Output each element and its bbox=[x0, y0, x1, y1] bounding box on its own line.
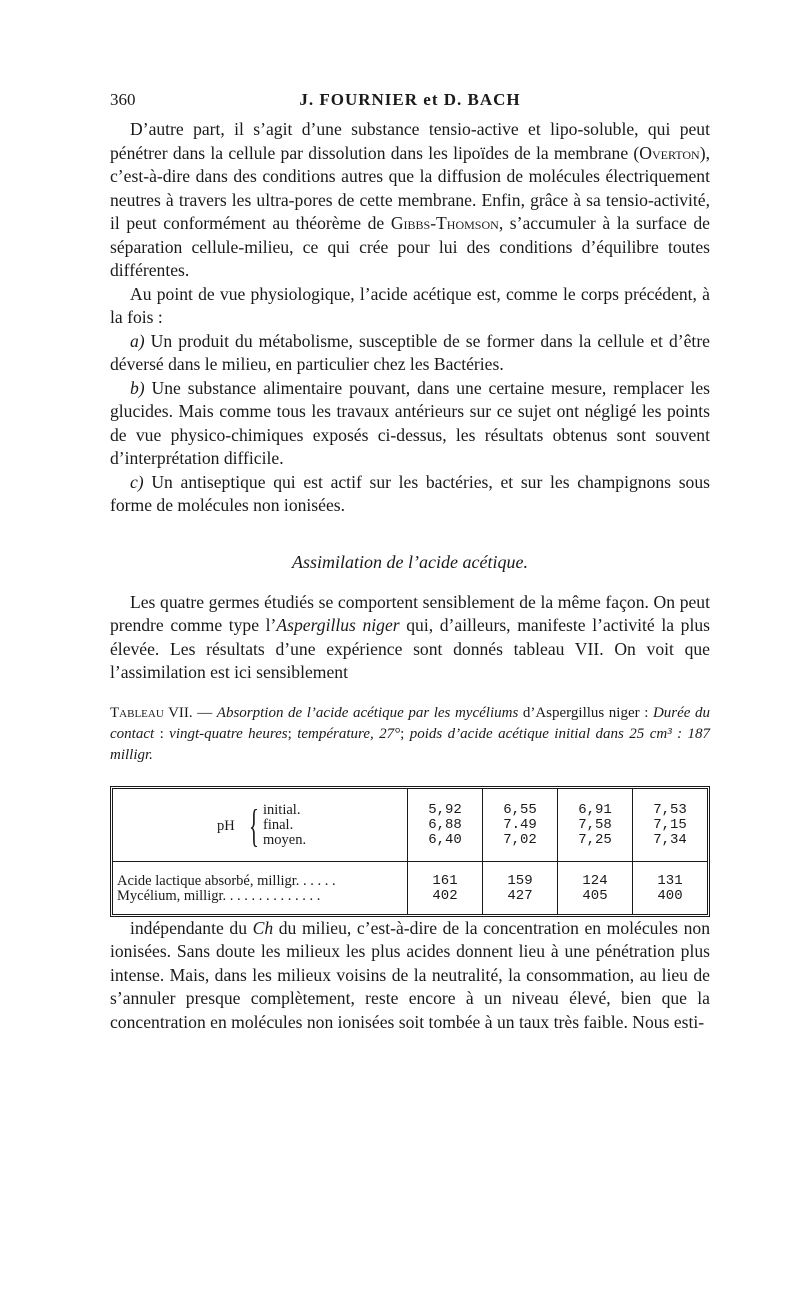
row-labels-cell bbox=[113, 861, 408, 914]
table-cell: 427 bbox=[507, 887, 533, 904]
table-row-group bbox=[113, 861, 707, 914]
paragraph-1 bbox=[110, 118, 710, 283]
text-span: Un produit du métabolisme, susceptible de se former dans la cellule et d’être déversé dans le milieu, en particulier chez les Bactéries. bbox=[110, 330, 710, 374]
table-cell: 7,34 bbox=[653, 831, 687, 848]
table-cell: 6,91 bbox=[578, 801, 612, 818]
table-cell: 7,15 bbox=[653, 816, 687, 833]
page-header bbox=[110, 90, 710, 118]
row-label: Acide lactique absorbé, milligr. . . . . . bbox=[117, 872, 336, 889]
text-span: D’autre part, il s’agit d’une substance tensio-active et lipo-soluble, qui peut pénétrer dans la cellule par dissolution dans les lipoïdes de la membrane ( bbox=[110, 119, 710, 163]
paragraph-6 bbox=[110, 591, 710, 685]
text-span: d’Aspergillus niger : bbox=[518, 704, 653, 721]
table-cell: 402 bbox=[432, 887, 458, 904]
symbol-ch: Ch bbox=[252, 917, 274, 938]
text-span: du milieu, c’est-à-dire de la concentration en molécules non ionisées. Sans doute les milieux les plus acides donnent lieu à une pénétration plus intense. Mais, dans les milieux voisins de la neutralité, la consommation, au lieu de s’annuler presque complètement, reste encore à un niveau élevé, bien que la concentration en molécules non ionisées soit tombée à un taux très faible. Nous esti- bbox=[110, 917, 711, 1032]
species-name: Aspergillus niger bbox=[276, 615, 400, 635]
table-row-ph bbox=[113, 789, 707, 862]
table-cell: 5,92 bbox=[428, 801, 462, 818]
section-title: Assimilation de l’acide acétique. bbox=[292, 551, 528, 572]
page-number: 360 bbox=[110, 90, 136, 109]
text-span: vingt-quatre heures bbox=[169, 725, 288, 742]
list-marker: b) bbox=[130, 377, 145, 398]
text-span: indépendante du bbox=[130, 917, 253, 938]
table-caption bbox=[110, 703, 710, 766]
table-cell: 7.49 bbox=[503, 816, 537, 833]
table-cell: 400 bbox=[657, 887, 683, 904]
ph-row-label: initial. bbox=[263, 801, 301, 818]
ph-values-col-4 bbox=[633, 789, 708, 862]
ph-row-label: final. bbox=[263, 816, 294, 833]
data-table bbox=[110, 786, 710, 917]
text-span: , s’accumuler à la surface de séparation cellule-milieu, ce qui crée pour lui des conditions d’équilibre toutes différentes. bbox=[110, 213, 710, 280]
author-name: Gibbs-Thomson bbox=[390, 213, 499, 233]
paragraph-a bbox=[110, 330, 710, 377]
paragraph-7 bbox=[110, 917, 710, 1035]
values-col-2 bbox=[483, 861, 558, 914]
table-cell: 6,55 bbox=[503, 801, 537, 818]
table-cell: 159 bbox=[507, 872, 533, 889]
table-cell: 6,40 bbox=[428, 831, 462, 848]
ph-row-labels bbox=[263, 803, 306, 848]
table-cell: 7,53 bbox=[653, 801, 687, 818]
text-span: ; bbox=[400, 725, 410, 742]
text-span: : bbox=[154, 725, 170, 742]
text-span: — bbox=[192, 704, 217, 721]
text-span: ; bbox=[287, 725, 298, 742]
ph-values-col-3 bbox=[558, 789, 633, 862]
list-marker: c) bbox=[130, 471, 144, 492]
ph-label-cell bbox=[113, 789, 408, 862]
table-cell: 161 bbox=[432, 872, 458, 889]
ph-label: pH bbox=[217, 817, 235, 834]
table-cell: 405 bbox=[582, 887, 608, 904]
text-span: Un antiseptique qui est actif sur les bactéries, et sur les champignons sous forme de molécules non ionisées. bbox=[110, 471, 710, 515]
text-span: qui, d’ailleurs, manifeste l’activité la plus élevée. Les résultats d’une expérience sont donnés tableau VII. On voit que l’assimilation est ici sensiblement bbox=[110, 615, 710, 682]
text-span: Une substance alimentaire pouvant, dans une certaine mesure, remplacer les glucides. Mais comme tous les travaux antérieurs sur ce sujet ont négligé les points de vue physico-chimiques exposés ci-dessus, les résultats obtenus sont souvent d’interprétation difficile. bbox=[110, 377, 710, 468]
running-title: J. FOURNIER et D. BACH bbox=[299, 90, 521, 109]
values-col-3 bbox=[558, 861, 633, 914]
brace-glyph: { bbox=[249, 799, 259, 851]
paragraph-2: Au point de vue physiologique, l’acide acétique est, comme le corps précédent, à la fois : bbox=[110, 283, 710, 327]
paragraph-c bbox=[110, 471, 710, 518]
table-cell: 6,88 bbox=[428, 816, 462, 833]
ph-values-col-2 bbox=[483, 789, 558, 862]
text-span: Absorption de l’acide acétique par les mycéliums bbox=[216, 704, 519, 721]
ph-values-col-1 bbox=[408, 789, 483, 862]
table-cell: 7,02 bbox=[503, 831, 537, 848]
author-name: Overton bbox=[639, 142, 700, 163]
table-label: Tableau VII. bbox=[110, 704, 193, 721]
values-col-1 bbox=[408, 861, 483, 914]
values-col-4 bbox=[633, 861, 708, 914]
page bbox=[110, 90, 710, 1034]
paragraph-b bbox=[110, 377, 710, 471]
table-cell: 131 bbox=[657, 872, 683, 889]
text-span: Les quatre germes étudiés se comportent sensiblement de la même façon. On peut prendre comme type l’ bbox=[110, 591, 710, 635]
ph-row-label: moyen. bbox=[263, 831, 307, 848]
table-cell: 7,25 bbox=[578, 831, 612, 848]
text-span: ), c’est-à-dire dans des conditions autres que la diffusion de molécules électriquement neutres à travers les ultra-pores de cette membrane. Enfin, grâce à sa tensio-activité, il peut conformément au théorème de bbox=[110, 142, 710, 233]
text-span: température, 27° bbox=[297, 725, 401, 742]
text-span: poids d’acide acétique initial dans 25 cm³ : 187 milligr. bbox=[110, 725, 711, 763]
table-cell: 124 bbox=[582, 872, 608, 889]
text-span: Durée du contact bbox=[110, 704, 710, 742]
table-cell: 7,58 bbox=[578, 816, 612, 833]
list-marker: a) bbox=[130, 330, 145, 351]
row-label: Mycélium, milligr. . . . . . . . . . . . . . bbox=[117, 887, 321, 904]
